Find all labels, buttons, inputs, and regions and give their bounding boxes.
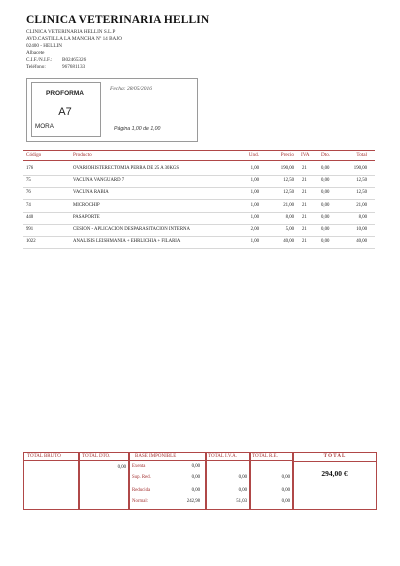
exenta-label: Exenta: [132, 464, 146, 469]
sup-red-value: 0,00: [191, 475, 200, 480]
company-address: AVD.CASTILLA LA MANCHA Nº 14 BAJO: [26, 36, 123, 42]
reducida-iva-value: 0,00: [238, 488, 247, 493]
cell-dto: 0,00: [321, 202, 330, 208]
cell-dto: 0,00: [321, 214, 330, 220]
total-dto-value: 0,00: [117, 465, 126, 470]
grand-total-box: [292, 452, 377, 510]
exenta-value: 0,00: [191, 464, 200, 469]
table-header-rule: [23, 160, 375, 161]
cell-price: 190,00: [280, 166, 294, 171]
cell-dto: 0,00: [321, 166, 330, 171]
cell-product: MICROCHIP: [73, 202, 100, 208]
header-iva: IVA: [301, 152, 310, 158]
header-total: Total: [356, 152, 367, 158]
cell-product: VACUNA VANGUARD 7: [73, 178, 125, 184]
cell-product: PASAPORTE: [73, 214, 100, 220]
cell-total: 10,00: [356, 227, 367, 232]
total-iva-label: TOTAL I.V.A.: [208, 454, 237, 459]
phone-label: Teléfono:: [26, 64, 46, 70]
header-price: Precio: [280, 152, 294, 158]
document-date: Fecha: 28/05/2016: [110, 86, 153, 92]
cell-code: 440: [26, 214, 34, 220]
client-name: MORA: [35, 123, 54, 130]
total-dto-box: [78, 452, 130, 510]
cell-iva: 21: [302, 190, 307, 196]
total-re-label: TOTAL R.E.: [252, 454, 278, 459]
cell-price: 21,00: [283, 202, 294, 208]
sup-red-iva-value: 0,00: [238, 475, 247, 480]
header-code: Código: [26, 152, 42, 158]
cell-qty: 1,00: [250, 178, 259, 184]
cell-code: 991: [26, 227, 34, 232]
total-bruto-box: [23, 452, 80, 510]
cell-iva: 21: [302, 202, 307, 208]
cell-qty: 1,00: [250, 190, 259, 196]
company-legal-name: CLINICA VETERINARIA HELLIN S.L.P: [26, 29, 116, 35]
cell-product: VACUNA RABIA: [73, 190, 109, 196]
cell-qty: 1,00: [250, 214, 259, 220]
document-type: PROFORMA: [46, 90, 84, 97]
normal-label: Normal:: [132, 499, 148, 504]
table-top-rule: [23, 150, 375, 151]
cell-total: 12,50: [356, 178, 367, 184]
total-dto-label: TOTAL DTO.: [82, 454, 111, 459]
cell-product: ANALISIS LEISHMANIA + EHRLICHIA + FILARIA: [73, 239, 181, 245]
cell-total: 8,00: [358, 214, 367, 220]
cell-dto: 0,00: [321, 178, 330, 184]
header-dto: Dto.: [321, 152, 331, 158]
table-row: [23, 224, 375, 237]
cell-total: 12,50: [356, 190, 367, 196]
sup-red-label: Sup. Red.: [132, 475, 151, 480]
cell-code: 1022: [26, 239, 36, 245]
grand-total-label: T O T A L: [323, 454, 346, 459]
base-imponible-box: [128, 452, 207, 510]
cell-product: OVARIOHISTERECTOMIA PERRA DE 25 A 30KGS: [73, 166, 180, 171]
cell-product: CESION - APLICACION DESPARASITACION INTERNA: [73, 227, 190, 232]
base-imponible-label: BASE IMPONIBLE: [135, 454, 177, 459]
company-cif: [26, 57, 86, 64]
reducida-re-value: 0,00: [281, 488, 290, 493]
page-info: Página 1,00 de 1,00: [114, 126, 161, 132]
phone-value: 967681133: [62, 64, 86, 70]
normal-value: 242,98: [186, 499, 200, 504]
cell-price: 40,00: [283, 239, 294, 245]
cell-qty: 1,00: [250, 239, 259, 245]
cell-code: 176: [26, 166, 34, 171]
normal-iva-value: 51,03: [236, 499, 247, 504]
cell-code: 76: [26, 190, 31, 196]
header-product: Producto: [73, 152, 92, 158]
table-row: [23, 200, 375, 213]
cell-iva: 21: [302, 214, 307, 220]
cell-iva: 21: [302, 227, 307, 232]
company-city: 02400 - HELLIN: [26, 43, 63, 49]
cell-price: 5,00: [285, 227, 294, 232]
cell-iva: 21: [302, 239, 307, 245]
cell-qty: 1,00: [250, 166, 259, 171]
table-row: [23, 175, 375, 188]
cell-iva: 21: [302, 166, 307, 171]
reducida-label: Reducida: [132, 488, 151, 493]
cell-total: 190,00: [353, 166, 367, 171]
grand-total-value: 294,00 €: [321, 469, 348, 478]
table-row: [23, 187, 375, 200]
cell-price: 12,50: [283, 178, 294, 184]
cell-iva: 21: [302, 178, 307, 184]
header-qty: Und.: [248, 152, 259, 158]
table-row: [23, 212, 375, 225]
cell-dto: 0,00: [321, 239, 330, 245]
cell-total: 40,00: [356, 239, 367, 245]
company-name: CLINICA VETERINARIA HELLIN: [26, 14, 210, 26]
cell-price: 12,50: [283, 190, 294, 196]
document-number: A7: [58, 106, 72, 118]
company-phone: [26, 64, 85, 71]
reducida-value: 0,00: [191, 488, 200, 493]
sup-red-re-value: 0,00: [281, 475, 290, 480]
cell-qty: 2,00: [250, 227, 259, 232]
total-iva-box: [205, 452, 251, 510]
table-row: [23, 236, 375, 249]
totals-block: [23, 452, 375, 508]
total-bruto-label: TOTAL BRUTO: [27, 454, 61, 459]
cell-dto: 0,00: [321, 190, 330, 196]
cell-total: 21,00: [356, 202, 367, 208]
normal-re-value: 0,00: [281, 499, 290, 504]
company-province: Albacete: [26, 50, 45, 56]
grand-total-rule: [293, 461, 376, 462]
table-row: [23, 163, 375, 176]
cell-qty: 1,00: [250, 202, 259, 208]
cif-label: C.I.F./N.I.F.:: [26, 57, 53, 63]
cell-code: 74: [26, 202, 31, 208]
cell-code: 75: [26, 178, 31, 184]
cell-dto: 0,00: [321, 227, 330, 232]
cell-price: 8,00: [285, 214, 294, 220]
total-re-box: [249, 452, 294, 510]
cif-value: B02465326: [62, 57, 87, 63]
